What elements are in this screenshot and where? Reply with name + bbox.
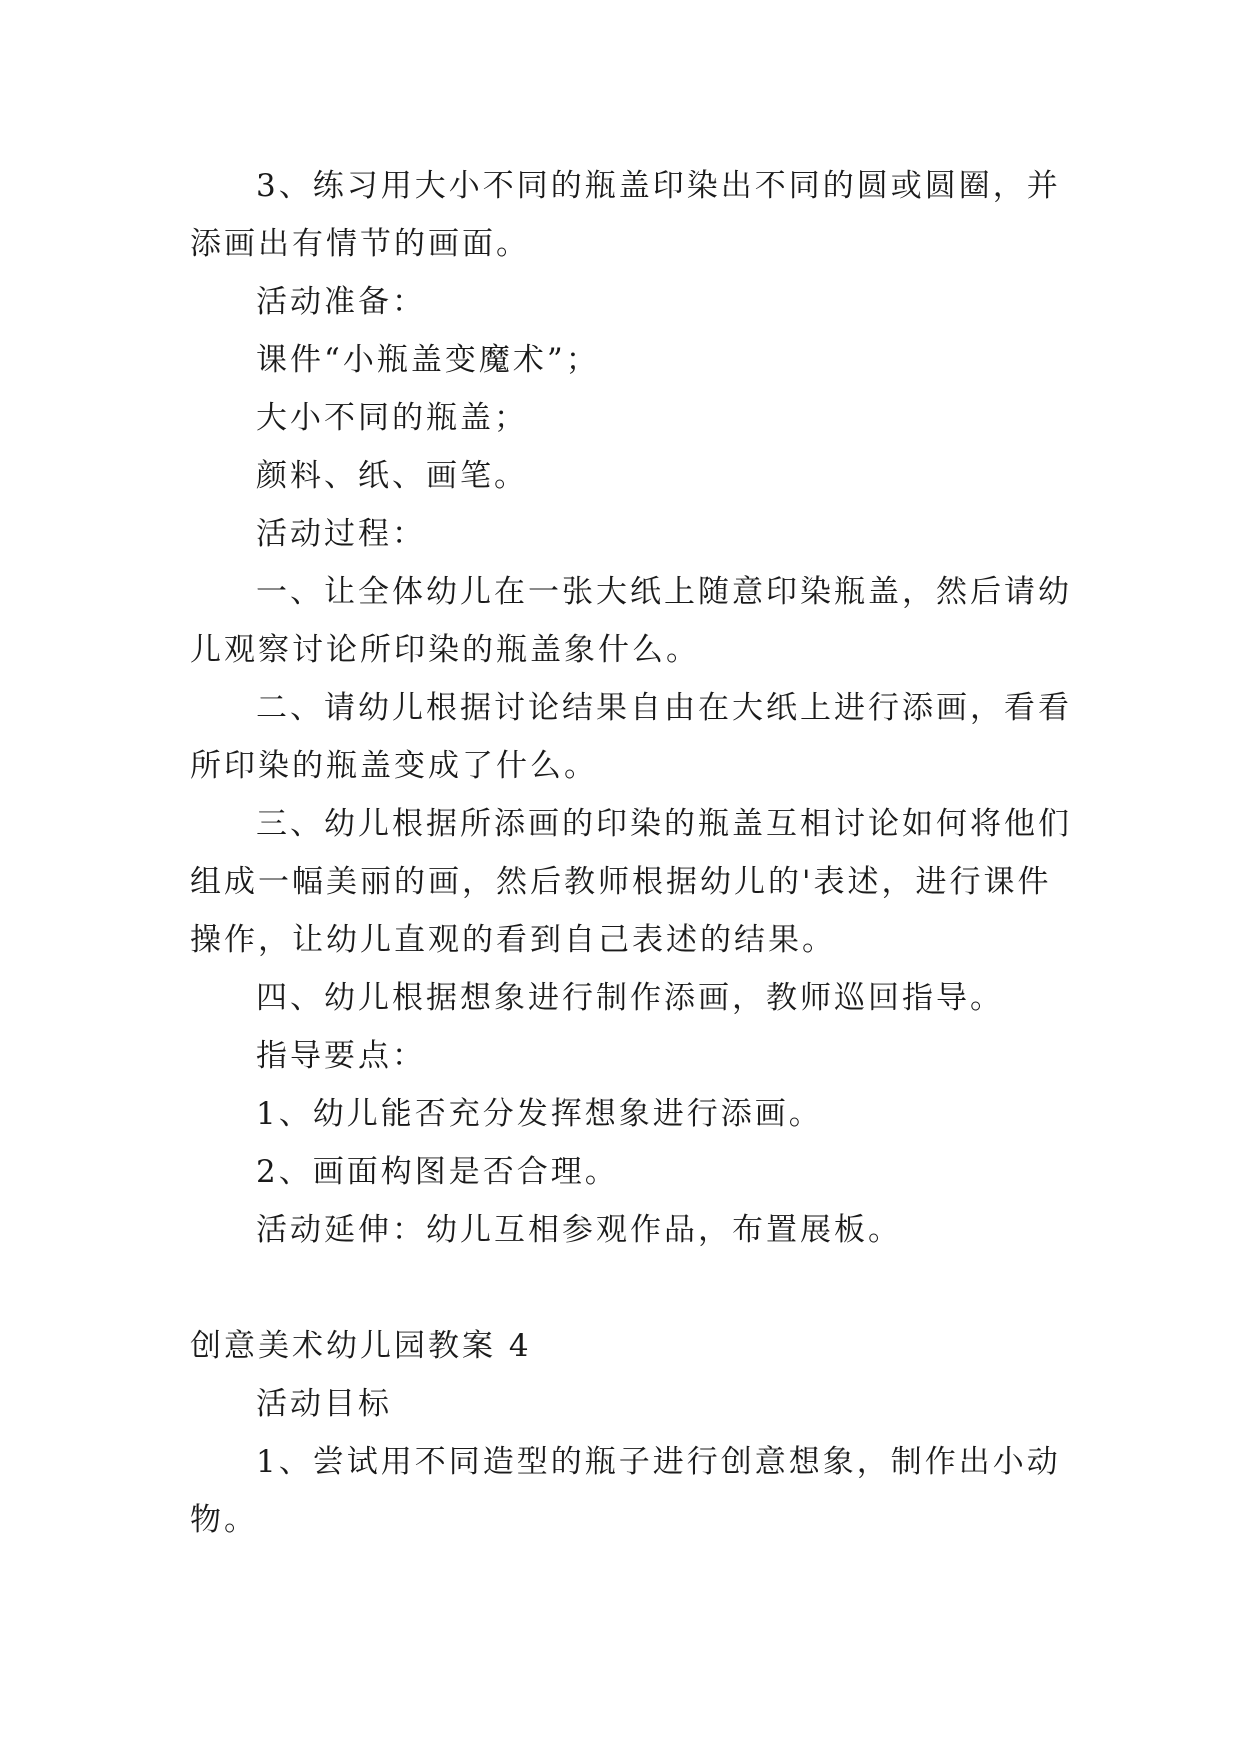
paragraph-line: 1、幼儿能否充分发挥想象进行添画。	[256, 1096, 823, 1132]
paragraph-line: 1、尝试用不同造型的瓶子进行创意想象，制作出小动	[256, 1444, 1061, 1480]
paragraph-line: 组成一幅美丽的画，然后教师根据幼儿的'表述，进行课件	[190, 864, 1052, 900]
paragraph-line: 三、幼儿根据所添画的印染的瓶盖互相讨论如何将他们	[256, 806, 1072, 842]
paragraph-line: 颜料、纸、画笔。	[256, 458, 528, 494]
paragraph-line: 活动过程：	[256, 516, 426, 552]
paragraph-line: 添画出有情节的画面。	[190, 226, 530, 262]
paragraph-line: 物。	[190, 1502, 258, 1538]
paragraph-line: 课件“小瓶盖变魔术”；	[256, 342, 600, 378]
paragraph-line: 一、让全体幼儿在一张大纸上随意印染瓶盖，然后请幼	[256, 574, 1072, 610]
paragraph-line: 所印染的瓶盖变成了什么。	[190, 748, 598, 784]
section-heading: 创意美术幼儿园教案 4	[190, 1328, 532, 1364]
paragraph-line: 活动准备：	[256, 284, 426, 320]
paragraph-line: 儿观察讨论所印染的瓶盖象什么。	[190, 632, 700, 668]
paragraph-line: 2、画面构图是否合理。	[256, 1154, 619, 1190]
paragraph-line: 二、请幼儿根据讨论结果自由在大纸上进行添画，看看	[256, 690, 1072, 726]
paragraph-line: 操作，让幼儿直观的看到自己表述的结果。	[190, 922, 836, 958]
paragraph-line: 指导要点：	[256, 1038, 426, 1074]
paragraph-line: 3、练习用大小不同的瓶盖印染出不同的圆或圆圈，并	[256, 168, 1061, 204]
paragraph-line: 活动目标	[256, 1386, 392, 1422]
paragraph-line: 四、幼儿根据想象进行制作添画，教师巡回指导。	[256, 980, 1004, 1016]
paragraph-line: 活动延伸：幼儿互相参观作品，布置展板。	[256, 1212, 902, 1248]
paragraph-line: 大小不同的瓶盖；	[256, 400, 528, 436]
